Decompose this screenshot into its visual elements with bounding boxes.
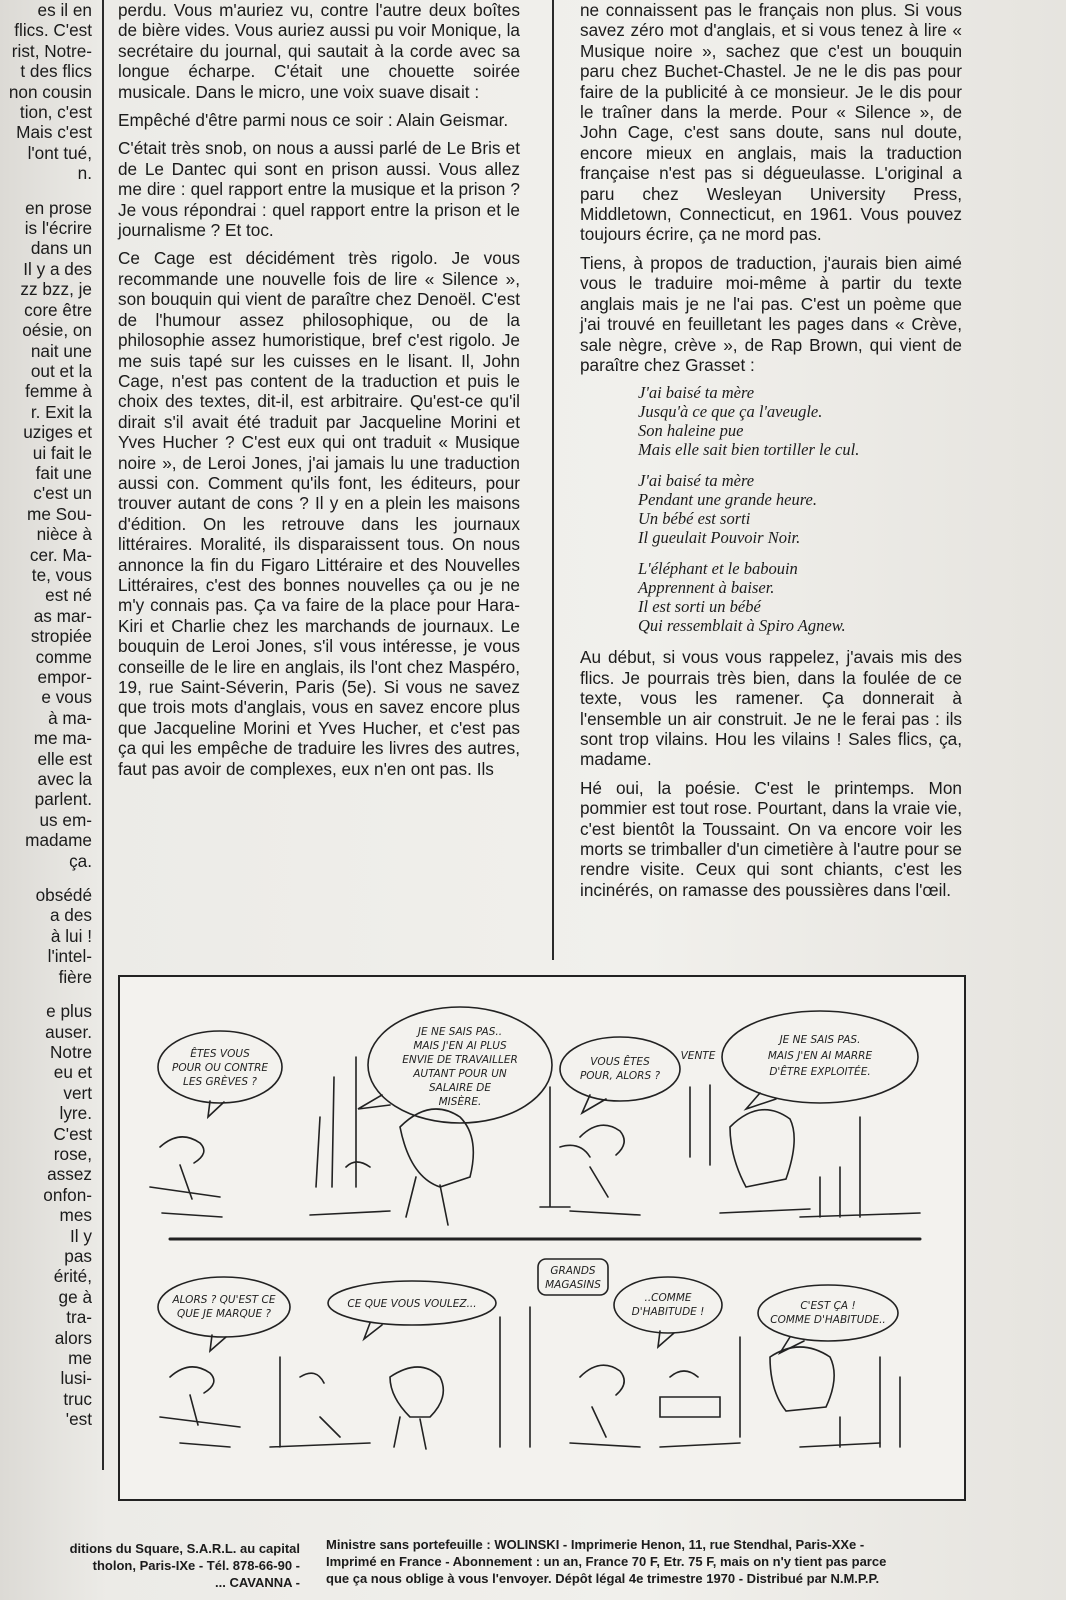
text-line: me	[68, 1348, 92, 1368]
text-line: rose,	[53, 1143, 92, 1164]
text-line: C'est	[53, 1123, 92, 1144]
text-line: truc	[63, 1388, 92, 1409]
text-line: me ma-	[33, 728, 92, 749]
bubble-text: ENVIE DE TRAVAILLER	[402, 1054, 518, 1066]
text-line: Il y a des	[23, 258, 92, 279]
bubble-text: D'ÊTRE EXPLOITÉE.	[769, 1066, 871, 1078]
text-line: pas	[64, 1245, 92, 1266]
footer-line: que ça nous oblige à vous l'envoyer. Dépôt légal 4e trimestre 1970 - Distribué par N.M.P.P.	[326, 1571, 880, 1586]
text-line: l'ont tué,	[27, 142, 92, 163]
text-line: à lui !	[50, 925, 92, 946]
text-line: dans un	[30, 238, 92, 259]
paragraph: ne connaissent pas le français non plus. Si vous savez zéro mot d'anglais, et si vous tenez à lire « Musique noire », sachez que c'est un bouquin paru chez Buchet-Chastel. Je ne le dis pas pour faire de la publicité à ce monsieur. Je le dis pour le traîner dans la merde. Pour « Silence », de John Cage, c'est sans doute, sans nul doute, encore mieux en anglais, mais la traduction française n'est pas si dégueulasse. L'original a paru chez Wesleyan University Press, Middletown, Connecticut, en 1961. Vous pouvez toujours écrire, ça ne mord pas.	[580, 0, 962, 245]
bubble-text: LES GRÈVES ?	[183, 1076, 257, 1088]
poem-stanza	[638, 471, 962, 547]
text-line: parlent.	[34, 789, 92, 810]
text-line: nait une	[30, 340, 92, 361]
text-line: alors	[54, 1327, 92, 1348]
text-line: c'est un	[33, 483, 92, 504]
footer-line: ditions du Square, S.A.R.L. au capital	[69, 1541, 300, 1556]
sign-text: MAGASINS	[545, 1279, 601, 1291]
text-line: érité,	[53, 1266, 92, 1287]
text-line: madame	[25, 830, 92, 851]
text-line: eu et	[53, 1062, 92, 1083]
paragraph: perdu. Vous m'auriez vu, contre l'autre deux boîtes de bière vides. Vous auriez aussi pu voir Monique, la secrétaire du journal, qui sautait à la corde avec sa longue écharpe. C'était une chouette soirée musicale. Dans le micro, une voix suave disait :	[118, 0, 520, 102]
text-line: stropiée	[30, 626, 92, 647]
text-line: me Sou-	[27, 503, 92, 524]
text-line: es il en	[37, 0, 92, 20]
text-line: mes	[59, 1205, 92, 1226]
bubble-text: VOUS ÊTES	[590, 1056, 650, 1068]
paragraph: Hé oui, la poésie. C'est le printemps. Mon pommier est tout rose. Pourtant, dans la vraie vie, c'est bientôt la Toussaint. On va encore voir les morts se trimballer d'un cimetière à l'autre pour se rendre visite. Ceux qui sont chiants, c'est les incinérés, on ramasse des poussières dans l'œil.	[580, 777, 962, 900]
bubble-text: POUR OU CONTRE	[172, 1062, 268, 1074]
text-line: ge à	[58, 1286, 92, 1307]
column-divider-1	[102, 0, 104, 1470]
text-line: us em-	[39, 809, 92, 830]
text-line: ui fait le	[32, 442, 92, 463]
text-line: vert	[63, 1082, 92, 1103]
poem-line: Il gueulait Pouvoir Noir.	[638, 528, 801, 548]
text-line: cer. Ma-	[29, 544, 92, 565]
text-line: femme à	[25, 381, 92, 402]
bubble-text: CE QUE VOUS VOULEZ...	[347, 1298, 477, 1310]
publication-footer	[0, 1536, 1066, 1600]
text-line: empor-	[37, 667, 92, 687]
cartoon-strip	[118, 975, 966, 1501]
text-line: a des	[49, 905, 92, 926]
bubble-text: ÊTES VOUS	[190, 1048, 250, 1060]
text-line: à ma-	[48, 707, 92, 728]
bubble-text: C'EST ÇA !	[800, 1300, 856, 1312]
footer-line: Imprimé en France - Abonnement : un an, France 70 F, Etr. 75 F, mais on n'y tient pas parce	[326, 1554, 887, 1569]
bubble-text: D'HABITUDE !	[631, 1306, 705, 1318]
speech-bubble	[758, 1285, 898, 1341]
bubble-text: MAIS J'EN AI PLUS	[413, 1040, 507, 1052]
bubble-text: QUE JE MARQUE ?	[176, 1308, 272, 1320]
text-line: obsédé	[35, 885, 92, 906]
text-line: ça.	[69, 850, 92, 871]
text-line: core être	[24, 299, 92, 320]
text-line: tra-	[66, 1307, 92, 1328]
bubble-text: SALAIRE DE	[429, 1082, 491, 1094]
poem-line: Apprennent à baiser.	[638, 578, 775, 598]
text-line: l'intel-	[47, 946, 92, 967]
bubble-text: COMME D'HABITUDE..	[770, 1314, 886, 1326]
text-line: nièce à	[36, 524, 92, 545]
text-line: is l'écrire	[24, 218, 92, 239]
poem-line: L'éléphant et le babouin	[638, 559, 798, 579]
poem-line: Pendant une grande heure.	[638, 490, 818, 510]
column-divider-2	[552, 0, 554, 960]
bubble-text: MISÈRE.	[438, 1096, 482, 1108]
text-line: lusi-	[60, 1368, 92, 1389]
left-column-top	[0, 0, 92, 184]
middle-column	[118, 0, 520, 787]
bubble-text: AUTANT POUR UN	[413, 1068, 507, 1080]
text-line: auser.	[45, 1021, 92, 1042]
text-line: Notre	[49, 1041, 92, 1062]
poem	[638, 383, 962, 635]
text-line: est né	[45, 585, 92, 606]
text-line: uziges et	[23, 422, 92, 443]
speech-bubble	[560, 1037, 680, 1101]
footer-publisher-info	[0, 1540, 300, 1591]
text-line: flics. C'est	[14, 20, 92, 41]
footer-line: tholon, Paris-IXe - Tél. 878-66-90 -	[92, 1558, 300, 1573]
text-line: e vous	[41, 687, 92, 708]
left-column-middle	[0, 198, 92, 871]
bubble-text: JE NE SAIS PAS..	[417, 1026, 503, 1038]
speech-bubble	[158, 1277, 290, 1337]
text-line: r. Exit la	[30, 401, 92, 422]
bubble-text: JE NE SAIS PAS.	[779, 1034, 861, 1046]
bubble-text: MAIS J'EN AI MARRE	[767, 1050, 873, 1062]
poem-line: Son haleine pue	[638, 421, 744, 441]
poem-line: Un bébé est sorti	[638, 509, 751, 529]
text-line: onfon-	[43, 1184, 92, 1205]
poem-line: J'ai baisé ta mère	[638, 383, 755, 403]
text-line: 'est	[65, 1409, 92, 1430]
sign-text: VENTE	[680, 1050, 716, 1062]
speech-bubble	[614, 1277, 722, 1333]
text-line: zz bzz, je	[20, 279, 92, 300]
text-line: Il y	[70, 1225, 92, 1246]
text-line: rist, Notre-	[11, 40, 92, 61]
text-line: fait une	[35, 462, 92, 483]
paragraph: C'était très snob, on nous a aussi parlé de Le Bris et de Le Dantec qui sont en prison aussi. Vous allez me dire : quel rapport entre la musique et la prison ? Je vous répondrai : quel rapport entre la prison et le journalisme ? Et toc.	[118, 138, 520, 241]
bubble-text: POUR, ALORS ?	[579, 1070, 661, 1082]
text-line: lyre.	[59, 1103, 92, 1124]
bubble-text: ..COMME	[644, 1292, 692, 1304]
poem-stanza	[638, 383, 962, 459]
text-line: comme	[35, 646, 92, 667]
text-line: oésie, on	[22, 320, 92, 341]
text-line: te, vous	[31, 564, 92, 585]
poem-line: Il est sorti un bébé	[638, 597, 761, 617]
text-line: as mar-	[33, 605, 92, 626]
poem-line: Qui ressemblait à Spiro Agnew.	[638, 616, 846, 636]
sign-text: GRANDS	[550, 1265, 596, 1277]
text-line: Mais c'est	[16, 122, 92, 143]
text-line: fière	[58, 966, 92, 987]
text-line: non cousin	[8, 81, 92, 102]
paragraph: Empêché d'être parmi nous ce soir : Alain Geismar.	[118, 110, 509, 131]
left-column-fragment	[0, 0, 92, 1430]
left-column-lower	[0, 885, 92, 987]
text-line: en prose	[25, 197, 92, 218]
footer-line: ... CAVANNA -	[215, 1575, 300, 1590]
text-line: assez	[47, 1164, 92, 1185]
paragraph: Tiens, à propos de traduction, j'aurais bien aimé vous le traduire moi-même à partir du texte anglais mais je ne l'ai pas. C'est un poème que j'ai trouvé en feuilletant les pages dans « Crève, sale nègre, crève », de Rap Brown, qui vient de paraître chez Grasset :	[580, 252, 962, 375]
paragraph: Au début, si vous vous rappelez, j'avais mis des flics. Je pourrais très bien, dans la foulée de ce texte, vous les ramener. Ça donnerait à l'ensemble un air construit. Je ne le ferai pas : ils sont trop vilains. Hou les vilains ! Sales flics, ça, madame.	[580, 647, 962, 770]
text-line: tion, c'est	[19, 102, 92, 123]
right-column	[580, 0, 962, 908]
text-line: n.	[77, 163, 92, 184]
paragraph: Ce Cage est décidément très rigolo. Je vous recommande une nouvelle fois de lire « Silence », son bouquin qui vient de paraître chez Denoël. C'est de l'humour assez philosophique, ou de la philosophie assez humoristique, bref c'est rigolo. Je me suis tapé sur les cuisses en le lisant. Il, John Cage, n'est pas content de la traduction et puis le choix des textes, dit-il, est arbitraire. Qu'est-ce qu'il dirait s'il avait été traduit par Jacqueline Morini et Yves Hucher ? C'est eux qui ont traduit « Musique noire », de Leroi Jones, j'ai jamais lu une traduction aussi con. Comment qu'ils font, les éditeurs, pour trouver autant de cons ? Il y en a plein les maisons d'édition. On les retrouve dans les journaux littéraires. Moralité, ils disparaissent tous. On nous annonce la fin du Figaro Littéraire et des Nouvelles Littéraires, c'est des bonnes nouvelles ça ou je ne m'y connais pas. Ça va faire de la place pour Hara-Kiri et Charlie chez les marchands de journaux. Le bouquin de Leroi Jones, s'il vous intéresse, je vous conseille de le lire en anglais, ils l'ont chez Maspéro, 19, rue Saint-Séverin, Paris (5e). Si vous ne savez que trois mots d'anglais, vous en savez encore plus que Jacqueline Morini et Yves Hucher, et c'est pas ça qui les empêche de traduire les livres des autres, faut pas avoir de complexes, eux n'en ont pas. Ils	[118, 248, 520, 779]
footer-legal-info	[326, 1536, 1046, 1587]
text-line: out et la	[30, 360, 92, 381]
text-line: t des flics	[20, 61, 92, 82]
left-column-bottom	[0, 1001, 92, 1430]
poem-stanza	[638, 559, 962, 635]
poem-line: Jusqu'à ce que ça l'aveugle.	[638, 402, 823, 422]
poem-line: J'ai baisé ta mère	[638, 471, 755, 491]
bubble-text: ALORS ? QU'EST CE	[172, 1294, 276, 1306]
footer-line: Ministre sans portefeuille : WOLINSKI - Imprimerie Henon, 11, rue Stendhal, Paris-XXe -	[326, 1537, 865, 1552]
text-line: avec la	[37, 769, 92, 790]
text-line: e plus	[46, 1001, 92, 1022]
text-line: elle est	[37, 748, 92, 769]
poem-line: Mais elle sait bien tortiller le cul.	[638, 440, 860, 460]
cartoon-drawing	[120, 977, 964, 1499]
